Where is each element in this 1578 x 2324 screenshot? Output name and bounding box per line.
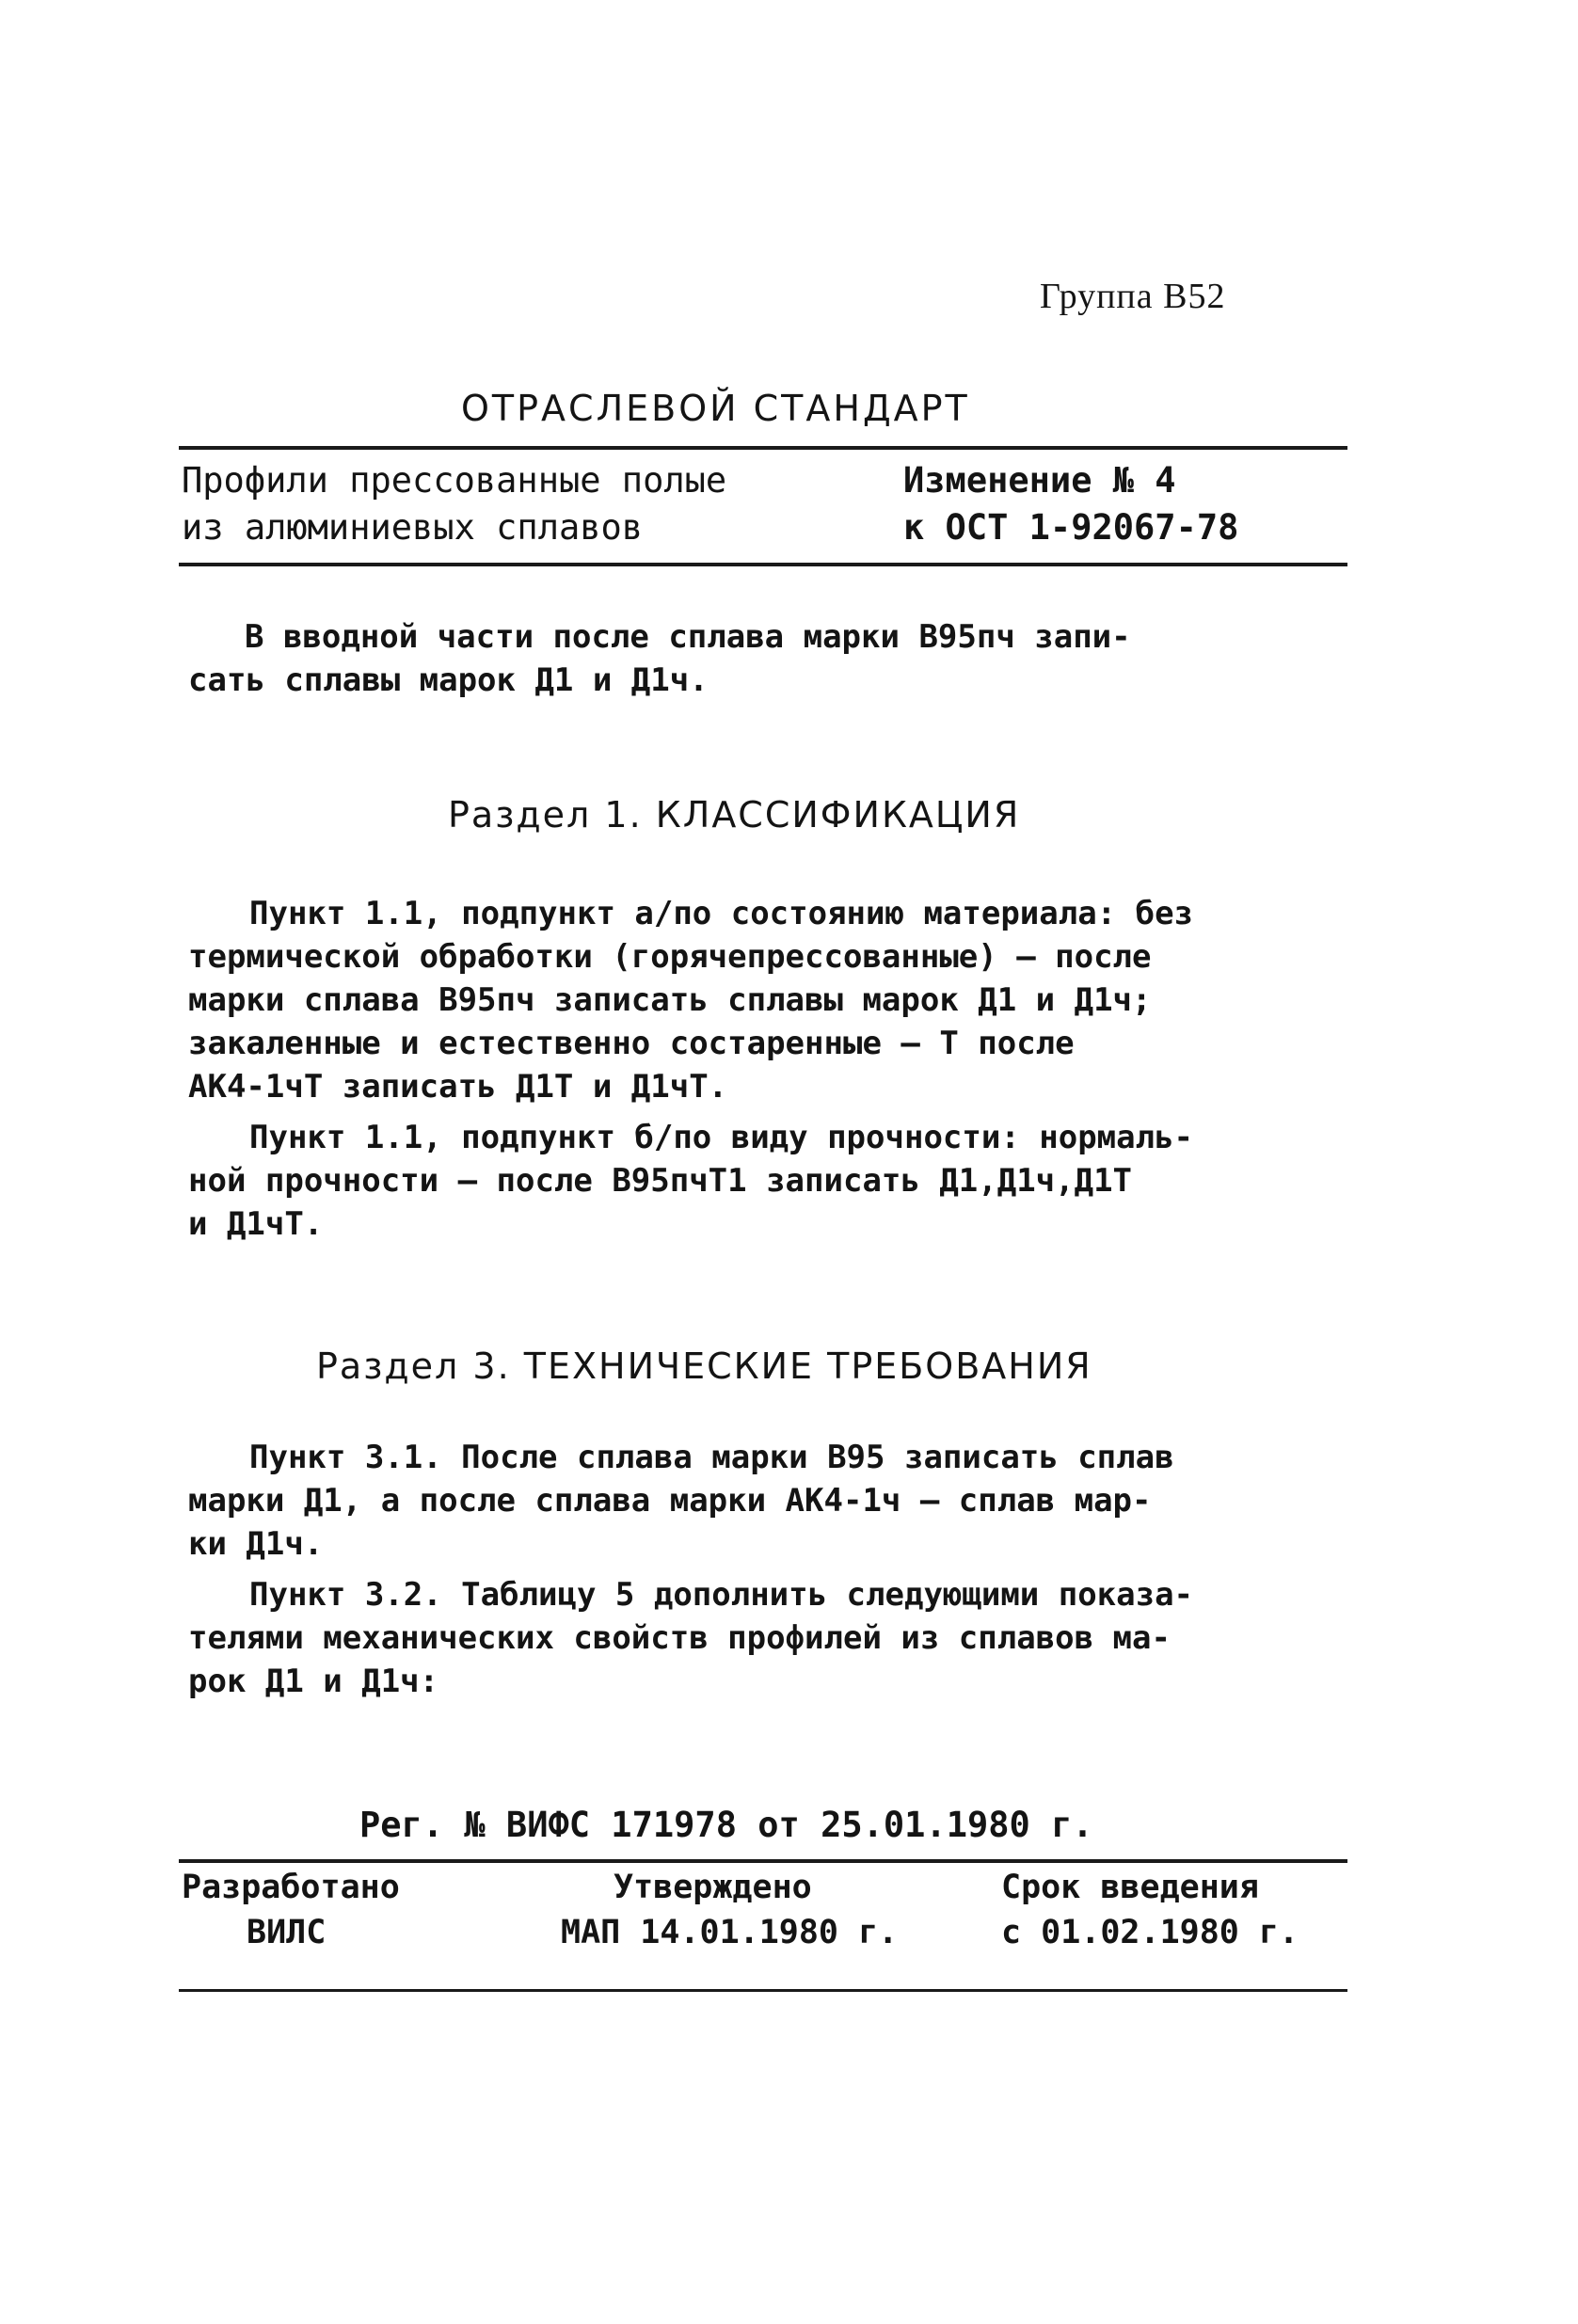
standard-title: ОТРАСЛЕВОЙ СТАНДАРТ (461, 388, 970, 429)
change-number: Изменение № 4 (903, 460, 1176, 501)
intro-paragraph (188, 615, 1308, 702)
s3p2-line-2: телями механических свойств профилей из сплавов ма- (188, 1619, 1171, 1657)
change-notice (903, 457, 1238, 551)
s1p1-line-2: термической обработки (горячепрессованные) – после (188, 938, 1152, 976)
subject-line-2: из алюминиевых сплавов (182, 507, 644, 548)
footer-bottom-rule (179, 1989, 1347, 1992)
developed-value: ВИЛС (247, 1914, 327, 1951)
section-1-paragraph-2 (188, 1116, 1336, 1246)
group-label: Группа В52 (1040, 277, 1226, 316)
s1p2-line-2: ной прочности – после В95пчТ1 записать Д1,Д1ч,Д1Т (188, 1162, 1133, 1200)
section-3-paragraph-1 (188, 1436, 1336, 1566)
approved-value: МАП 14.01.1980 г. (561, 1914, 899, 1951)
subject-line-1: Профили прессованные полые (182, 460, 727, 501)
header-bottom-rule (179, 563, 1347, 566)
effective-value: с 01.02.1980 г. (1001, 1914, 1299, 1951)
intro-line-2: сать сплавы марок Д1 и Д1ч. (188, 661, 709, 699)
s1p2-line-3: и Д1чТ. (188, 1205, 324, 1243)
s3p2-line-3: рок Д1 и Д1ч: (188, 1663, 439, 1700)
s3p1-line-1: Пункт 3.1. После сплава марки В95 записать сплав (249, 1439, 1174, 1476)
s1p1-line-1: Пункт 1.1, подпункт а/по состоянию материала: без (249, 895, 1194, 932)
section-1-paragraph-1 (188, 892, 1336, 1108)
intro-line-1: В вводной части после сплава марки В95пч запи- (245, 618, 1131, 656)
effective-label: Срок введения (1001, 1869, 1259, 1906)
registration-line: Рег. № ВИФС 171978 от 25.01.1980 г. (359, 1805, 1093, 1845)
footer-top-rule (179, 1859, 1347, 1863)
section-3-paragraph-2 (188, 1573, 1336, 1703)
s1p1-line-3: марки сплава В95пч записать сплавы марок Д1 и Д1ч; (188, 981, 1152, 1019)
header-top-rule (179, 446, 1347, 450)
s1p2-line-1: Пункт 1.1, подпункт б/по виду прочности: нормаль- (249, 1119, 1194, 1156)
approved-label: Утверждено (614, 1869, 812, 1906)
standard-number: к ОСТ 1-92067-78 (903, 507, 1239, 548)
s1p1-line-4: закаленные и естественно состаренные – Т после (188, 1025, 1075, 1062)
developed-label: Разработано (182, 1869, 400, 1906)
section-3-heading: Раздел 3. ТЕХНИЧЕСКИЕ ТРЕБОВАНИЯ (316, 1345, 1092, 1387)
s1p1-line-5: АК4-1чТ записать Д1Т и Д1чТ. (188, 1068, 728, 1106)
section-1-heading: Раздел 1. КЛАССИФИКАЦИЯ (448, 794, 1021, 836)
s3p1-line-2: марки Д1, а после сплава марки АК4-1ч – сплав мар- (188, 1482, 1152, 1520)
s3p1-line-3: ки Д1ч. (188, 1525, 324, 1563)
s3p2-line-1: Пункт 3.2. Таблицу 5 дополнить следующими показа- (249, 1576, 1194, 1614)
document-subject (182, 457, 726, 551)
